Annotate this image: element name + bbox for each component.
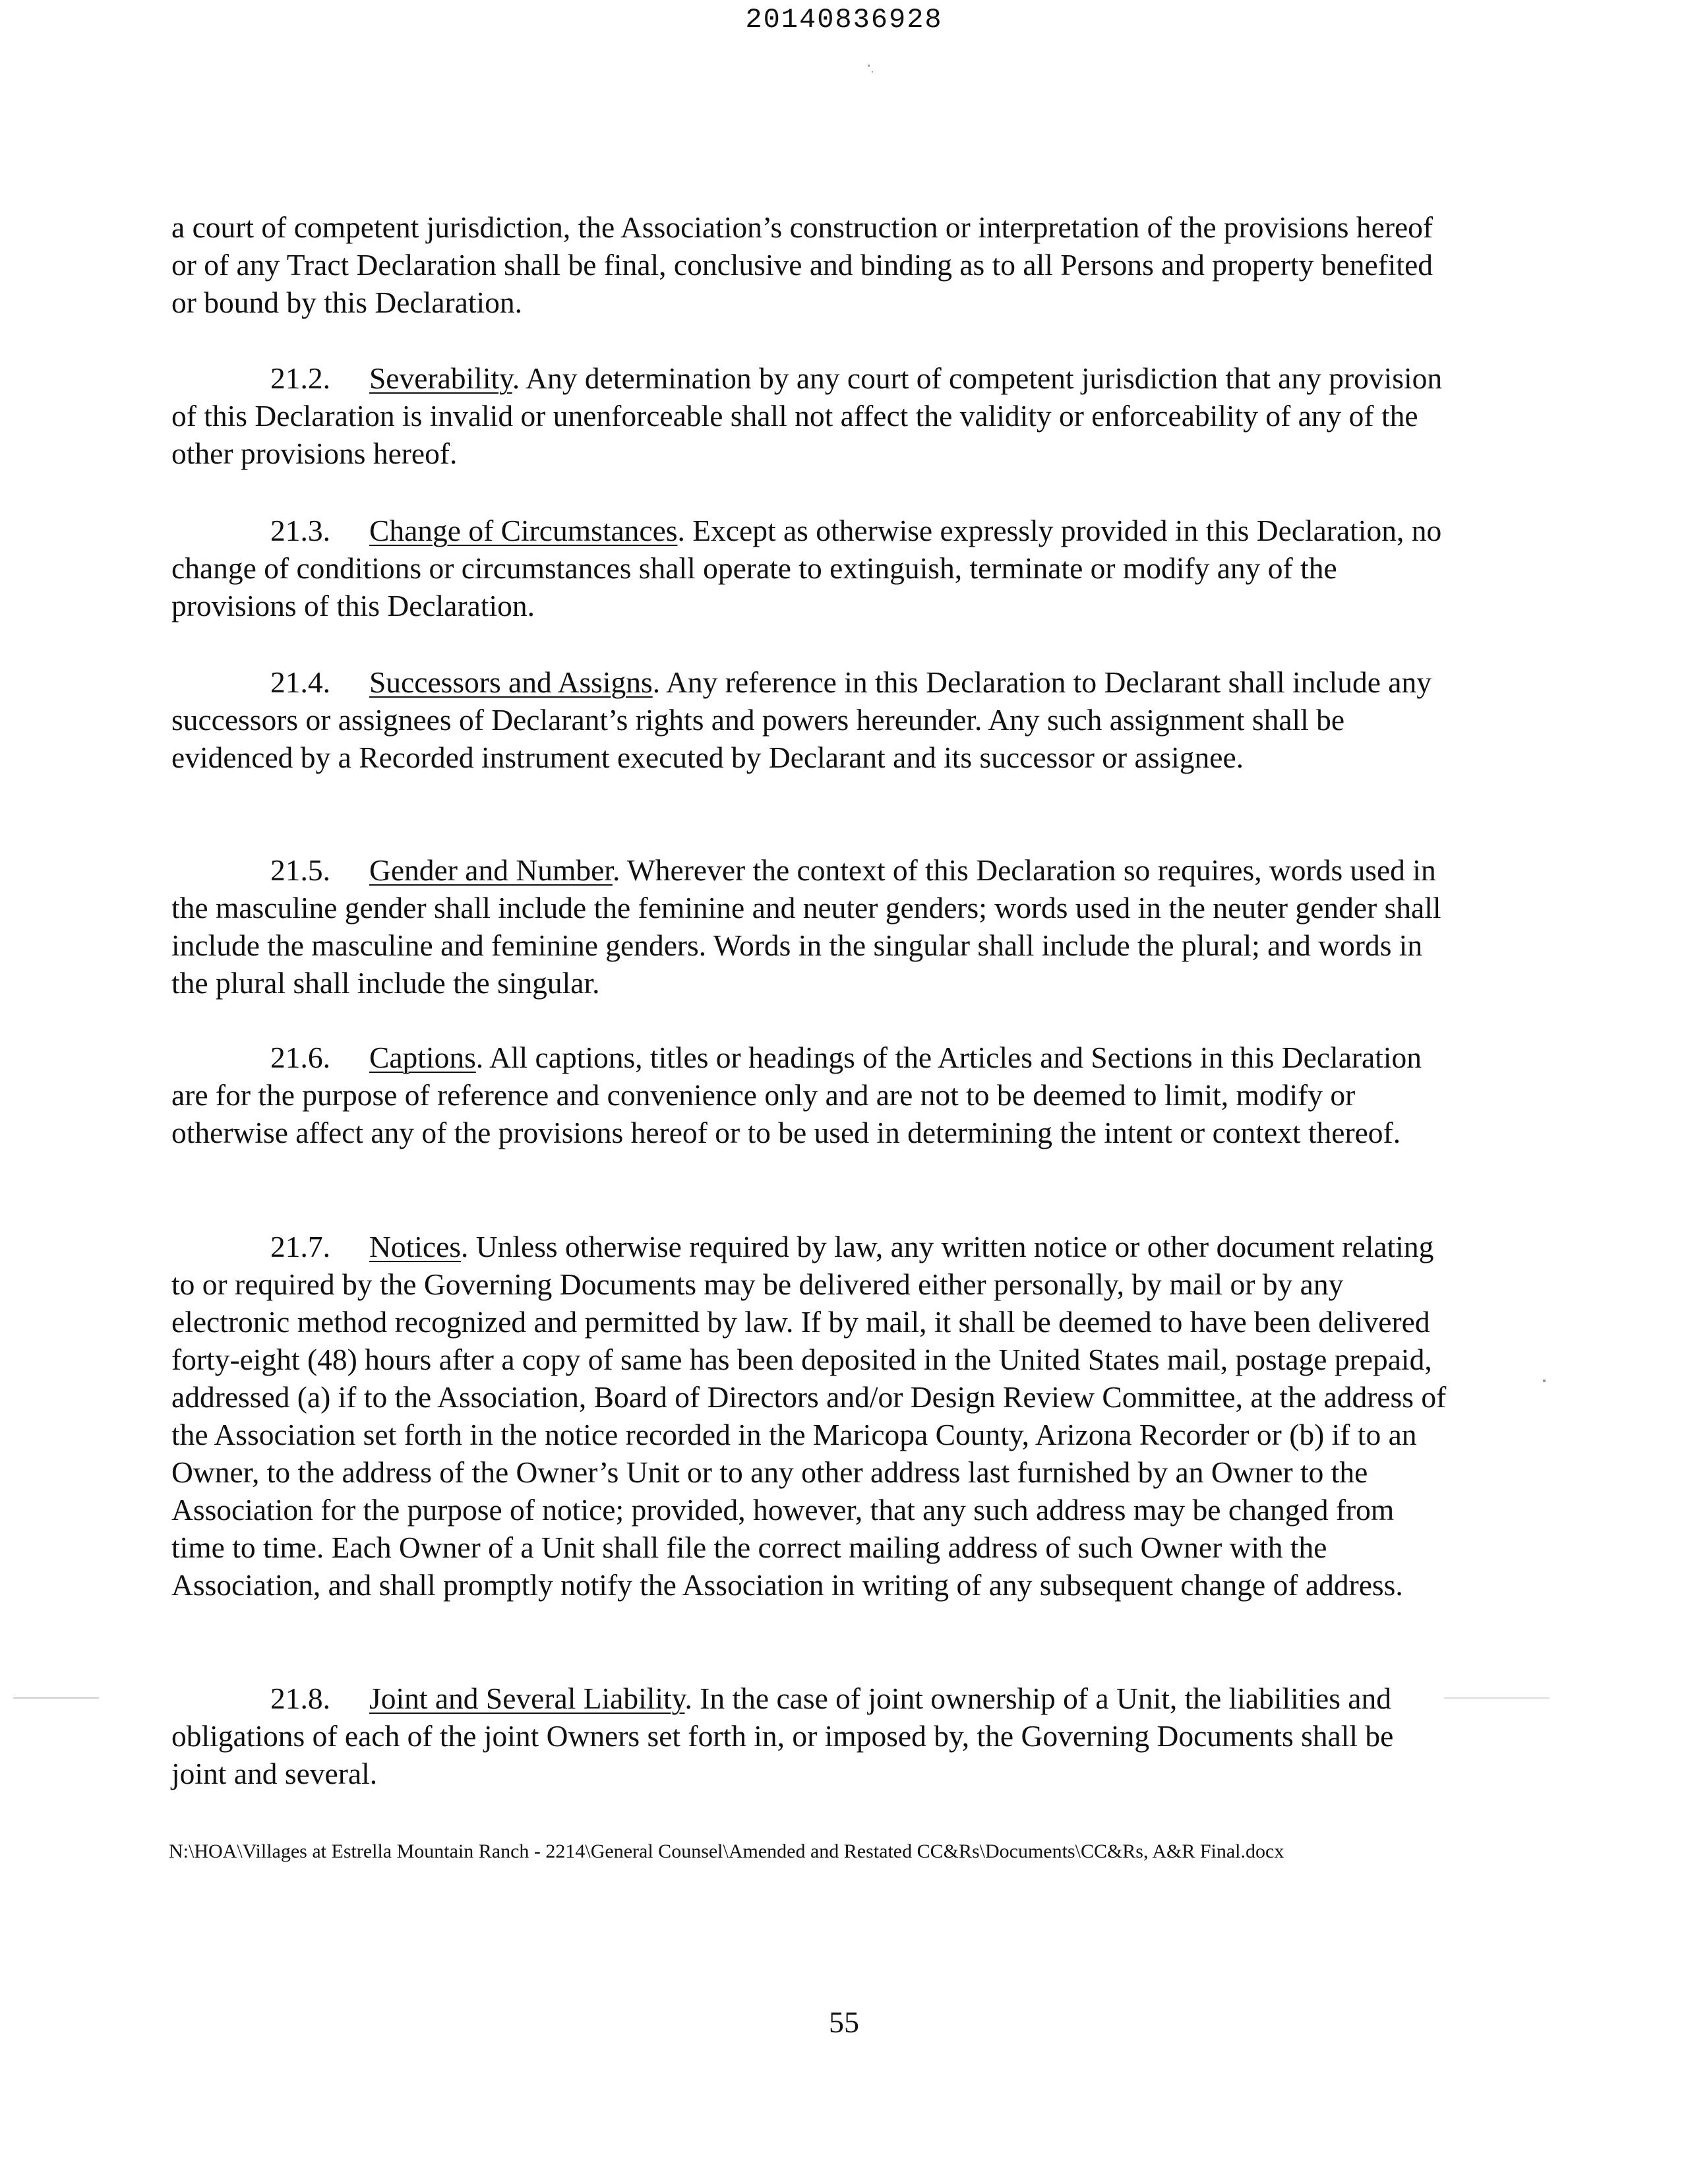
section-text: . In the case of joint ownership of a Unit, the liabilities and obligations of each of the joint Owners set forth in, or imposed by, the Governing Documents shall be joint and several. xyxy=(171,1682,1394,1790)
section-21-4 xyxy=(171,663,1451,776)
section-number: 21.2. xyxy=(270,361,330,395)
scan-speck xyxy=(1543,1380,1546,1382)
intro-paragraph: a court of competent jurisdiction, the Association’s construction or interpretation of the provisions hereof or of any Tract Declaration shall be final, conclusive and binding as to all Persons and property benefited or bound by this Declaration. xyxy=(171,210,1433,319)
section-number: 21.5. xyxy=(270,853,330,887)
scan-mark xyxy=(13,1697,99,1699)
document-number: 20140836928 xyxy=(745,4,943,36)
section-title: Change of Circumstances xyxy=(369,514,678,547)
section-title: Notices xyxy=(369,1230,461,1263)
section-number: 21.7. xyxy=(270,1230,330,1263)
section-title: Joint and Several Liability xyxy=(369,1682,685,1715)
page-number: 55 xyxy=(829,2005,859,2039)
section-text: . Except as otherwise expressly provided in this Declaration, no change of conditions or circumstances shall operate to extinguish, terminate or modify any of the provisions of this Declaration. xyxy=(171,514,1442,622)
section-21-2 xyxy=(171,359,1451,472)
section-text: . All captions, titles or headings of the Articles and Sections in this Declaration are for the purpose of reference and convenience only and are not to be deemed to limit, modify or otherwise affect any of the provisions hereof or to be used in determining the intent or context thereof. xyxy=(171,1041,1422,1149)
footer-file-path: N:\HOA\Villages at Estrella Mountain Ranch - 2214\General Counsel\Amended and Restated CC&Rs\Documents\CC&Rs, A&R Final.docx xyxy=(169,1840,1284,1862)
section-title: Severability xyxy=(369,361,512,395)
section-21-5 xyxy=(171,851,1451,1002)
section-number: 21.6. xyxy=(270,1041,330,1074)
section-21-7 xyxy=(171,1228,1451,1604)
scan-speck xyxy=(872,71,873,73)
section-21-8 xyxy=(171,1680,1451,1792)
section-title: Successors and Assigns xyxy=(369,665,653,699)
section-number: 21.3. xyxy=(270,514,330,547)
section-title: Captions xyxy=(369,1041,476,1074)
section-21-6 xyxy=(171,1039,1451,1151)
scan-mark xyxy=(1444,1697,1550,1699)
section-text: . Wherever the context of this Declaration so requires, words used in the masculine gender shall include the feminine and neuter genders; words used in the neuter gender shall include the masculine and feminine genders. Words in the singular shall include the plural; and words in the plural shall include the singular. xyxy=(171,853,1441,1000)
section-number: 21.4. xyxy=(270,665,330,699)
section-text: . Any reference in this Declaration to Declarant shall include any successors or assignees of Declarant’s rights and powers hereunder. Any such assignment shall be evidenced by a Recorded instrument executed by Declarant and its successor or assignee. xyxy=(171,665,1432,774)
section-title: Gender and Number xyxy=(369,853,613,887)
scan-speck xyxy=(868,65,870,67)
section-21-3 xyxy=(171,512,1451,624)
section-text: . Any determination by any court of competent jurisdiction that any provision of this Declaration is invalid or unenforceable shall not affect the validity or enforceability of any of the other provisions hereof. xyxy=(171,361,1443,470)
section-text: . Unless otherwise required by law, any written notice or other document relating to or required by the Governing Documents may be delivered either personally, by mail or by any electronic method recognized and permitted by law. If by mail, it shall be deemed to have been delivered forty-eight (48) hours after a copy of same has been deposited in the United States mail, postage prepaid, addressed (a) if to the Association, Board of Directors and/or Design Review Committee, at the address of the Association set forth in the notice recorded in the Maricopa County, Arizona Recorder or (b) if to an Owner, to the address of the Owner’s Unit or to any other address last furnished by an Owner to the Association for the purpose of notice; provided, however, that any such address may be changed from time to time. Each Owner of a Unit shall file the correct mailing address of such Owner with the Association, and shall promptly notify the Association in writing of any subsequent change of address. xyxy=(171,1230,1447,1602)
section-number: 21.8. xyxy=(270,1682,330,1715)
